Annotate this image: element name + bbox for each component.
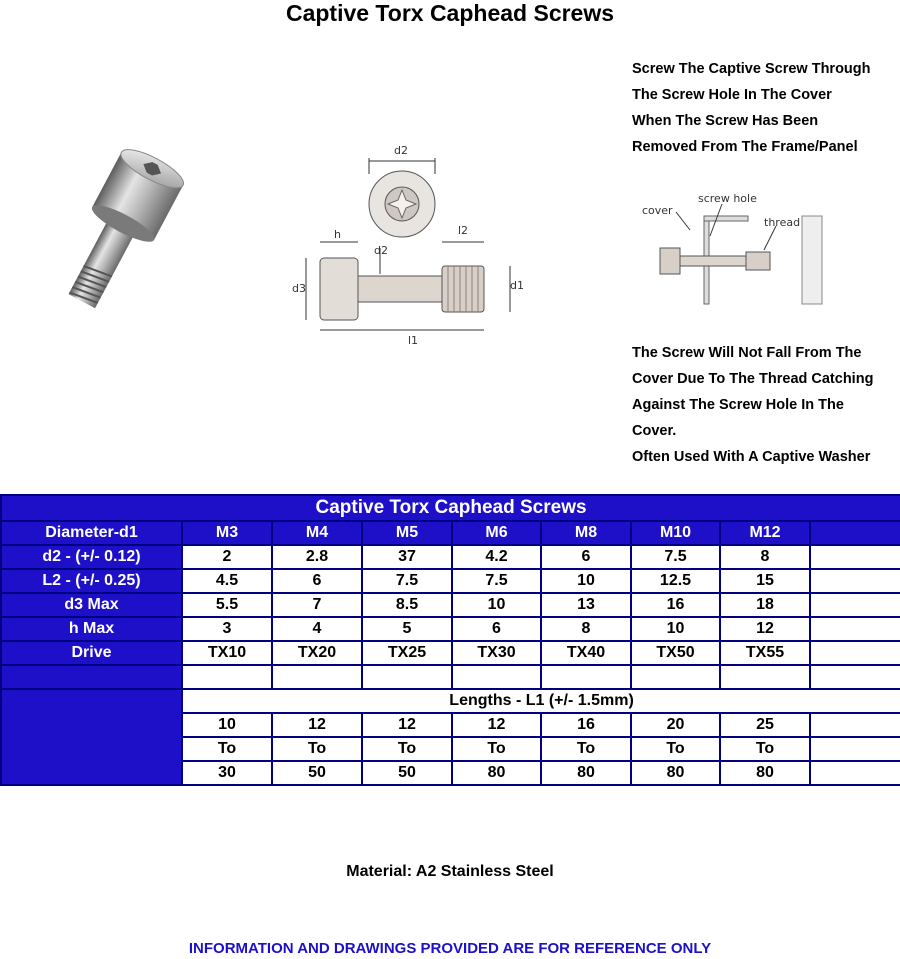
table-title: Captive Torx Caphead Screws: [1, 495, 900, 521]
table-cell: 50: [272, 761, 362, 785]
table-cell: 4.2: [452, 545, 541, 569]
row-label: d2 - (+/- 0.12): [1, 545, 182, 569]
note-line: Removed From The Frame/Panel: [632, 139, 858, 155]
note-line: Screw The Captive Screw Through: [632, 61, 871, 77]
spec-table-wrapper: [0, 494, 900, 786]
table-cell: TX50: [631, 641, 720, 665]
table-cell: TX30: [452, 641, 541, 665]
table-row: [1, 665, 900, 689]
table-cell: [182, 665, 272, 689]
table-cell: 12: [720, 617, 810, 641]
table-cell: [810, 569, 900, 593]
table-cell: To: [631, 737, 720, 761]
table-cell: 12: [272, 713, 362, 737]
row-label: [1, 665, 182, 689]
label-thread: thread: [764, 216, 801, 229]
table-cell: 16: [541, 713, 631, 737]
table-row: [1, 641, 900, 665]
note-line: Against The Screw Hole In The: [632, 397, 844, 413]
table-cell: 10: [541, 569, 631, 593]
table-header-row: [1, 521, 900, 545]
table-cell: 10: [631, 617, 720, 641]
column-header: [810, 521, 900, 545]
note-line: Often Used With A Captive Washer: [632, 449, 871, 465]
column-header: M5: [362, 521, 452, 545]
table-cell: 6: [452, 617, 541, 641]
table-cell: 80: [541, 761, 631, 785]
row-label: h Max: [1, 617, 182, 641]
label-l2: l2: [458, 224, 469, 237]
table-cell: [631, 665, 720, 689]
table-cell: TX55: [720, 641, 810, 665]
table-cell: [810, 713, 900, 737]
table-cell: 7.5: [452, 569, 541, 593]
column-header: M12: [720, 521, 810, 545]
table-cell: To: [272, 737, 362, 761]
table-cell: 20: [631, 713, 720, 737]
column-header: M3: [182, 521, 272, 545]
note-line: The Screw Hole In The Cover: [632, 87, 832, 103]
table-cell: [810, 761, 900, 785]
table-row: [1, 593, 900, 617]
note-line: The Screw Will Not Fall From The: [632, 345, 862, 361]
label-d1: d1: [510, 279, 524, 292]
table-cell: To: [362, 737, 452, 761]
table-cell: [362, 665, 452, 689]
table-cell: 4.5: [182, 569, 272, 593]
table-cell: 37: [362, 545, 452, 569]
table-cell: To: [182, 737, 272, 761]
install-note: [632, 56, 897, 160]
row-label: d3 Max: [1, 593, 182, 617]
page-title: Captive Torx Caphead Screws: [285, 0, 615, 26]
label-h: h: [334, 228, 341, 241]
material-note: Material: A2 Stainless Steel: [346, 863, 554, 880]
label-cover: cover: [642, 204, 673, 217]
table-cell: 7: [272, 593, 362, 617]
retain-note: [632, 340, 900, 470]
table-cell: 7.5: [631, 545, 720, 569]
table-cell: 18: [720, 593, 810, 617]
column-header: M10: [631, 521, 720, 545]
table-cell: [810, 545, 900, 569]
note-line: Cover.: [632, 423, 677, 439]
table-cell: TX10: [182, 641, 272, 665]
table-cell: 8.5: [362, 593, 452, 617]
table-cell: 13: [541, 593, 631, 617]
row-label: Diameter-d1: [1, 521, 182, 545]
table-cell: [452, 665, 541, 689]
table-cell: 15: [720, 569, 810, 593]
table-cell: [541, 665, 631, 689]
table-cell: 80: [720, 761, 810, 785]
table-cell: 3: [182, 617, 272, 641]
table-cell: 12.5: [631, 569, 720, 593]
table-cell: 10: [182, 713, 272, 737]
table-cell: TX40: [541, 641, 631, 665]
table-cell: 5.5: [182, 593, 272, 617]
dimension-drawing: [288, 134, 528, 349]
table-cell: 4: [272, 617, 362, 641]
table-cell: 12: [452, 713, 541, 737]
table-row: [1, 617, 900, 641]
table-title-row: [1, 495, 900, 521]
spec-table: [0, 494, 900, 786]
note-line: Cover Due To The Thread Catching: [632, 371, 874, 387]
table-cell: 6: [541, 545, 631, 569]
table-cell: TX25: [362, 641, 452, 665]
label-d3: d3: [292, 282, 306, 295]
table-cell: 7.5: [362, 569, 452, 593]
table-cell: 16: [631, 593, 720, 617]
disclaimer: INFORMATION AND DRAWINGS PROVIDED ARE FOR REFERENCE ONLY: [188, 940, 712, 957]
table-cell: 50: [362, 761, 452, 785]
table-cell: 80: [452, 761, 541, 785]
table-row: [1, 545, 900, 569]
lengths-caption: Lengths - L1 (+/- 1.5mm): [182, 689, 900, 713]
table-cell: 8: [720, 545, 810, 569]
table-cell: 80: [631, 761, 720, 785]
table-cell: [272, 665, 362, 689]
screw-photo: [22, 148, 194, 328]
table-cell: [810, 641, 900, 665]
label-d2-side: d2: [374, 244, 388, 257]
table-cell: [810, 593, 900, 617]
label-screw-hole: screw hole: [698, 192, 757, 205]
table-cell: To: [541, 737, 631, 761]
table-cell: 25: [720, 713, 810, 737]
table-cell: 5: [362, 617, 452, 641]
table-cell: [810, 737, 900, 761]
row-label: Drive: [1, 641, 182, 665]
table-cell: 6: [272, 569, 362, 593]
table-cell: 2: [182, 545, 272, 569]
table-row: [1, 569, 900, 593]
table-cell: 8: [541, 617, 631, 641]
label-d2-top: d2: [394, 144, 408, 157]
table-cell: To: [452, 737, 541, 761]
table-cell: [810, 617, 900, 641]
row-label: L2 - (+/- 0.25): [1, 569, 182, 593]
lengths-caption-row: [1, 689, 900, 713]
table-cell: 10: [452, 593, 541, 617]
column-header: M8: [541, 521, 631, 545]
note-line: When The Screw Has Been: [632, 113, 819, 129]
table-cell: 2.8: [272, 545, 362, 569]
table-cell: TX20: [272, 641, 362, 665]
column-header: M6: [452, 521, 541, 545]
table-cell: 12: [362, 713, 452, 737]
table-cell: To: [720, 737, 810, 761]
label-l1: l1: [408, 334, 419, 347]
table-cell: 30: [182, 761, 272, 785]
table-cell: [810, 665, 900, 689]
table-cell: [720, 665, 810, 689]
column-header: M4: [272, 521, 362, 545]
lengths-label-block: [1, 689, 182, 785]
cover-diagram: [636, 186, 836, 306]
